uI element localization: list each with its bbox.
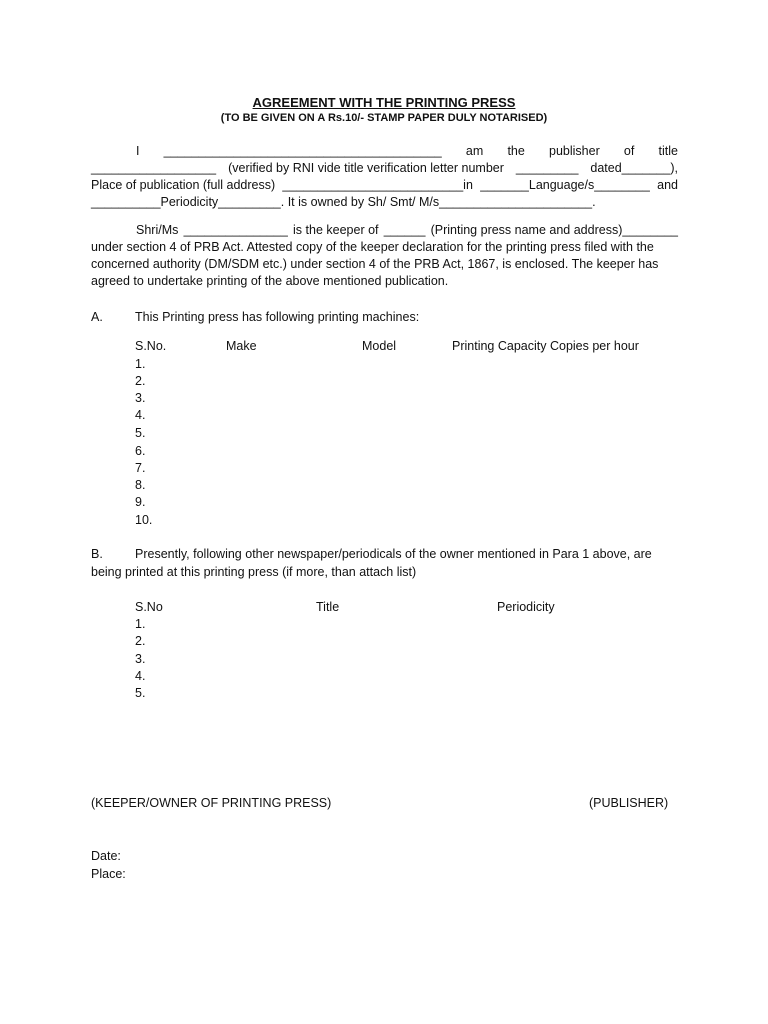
text-am: am [465, 144, 484, 158]
pronoun-i: I [136, 144, 140, 158]
keeper-signature-label: (KEEPER/OWNER OF PRINTING PRESS) [91, 796, 332, 810]
table-a-header-model: Model [362, 339, 397, 353]
letter-number-blank: _________ [515, 161, 579, 175]
name-blank: ________________________________________ [163, 144, 442, 158]
table-b-row: 2. [135, 634, 146, 648]
place-label: Place: [91, 867, 126, 881]
text-publisher: publisher [549, 144, 600, 158]
press-name-address-blank: (Printing press name and address)________ [430, 223, 678, 237]
table-a-row: 2. [135, 374, 146, 388]
table-a-row: 3. [135, 391, 146, 405]
table-a-row: 6. [135, 444, 146, 458]
table-a-row: 5. [135, 426, 146, 440]
table-b-header-sno: S.No [135, 600, 163, 614]
text-title: title [658, 144, 678, 158]
press-blank: ______ [383, 223, 426, 237]
text-the: the [507, 144, 525, 158]
para1-line1 [91, 143, 678, 160]
publisher-signature-label: (PUBLISHER) [589, 796, 669, 810]
para1-line4: __________Periodicity_________. It is owned by Sh/ Smt/ M/s______________________. [91, 195, 596, 209]
verification-text: (verified by RNI vide title verification letter number [228, 161, 504, 175]
place-of-publication-label: Place of publication (full address) [91, 178, 276, 192]
table-a-row: 4. [135, 408, 146, 422]
shri-ms-label: Shri/Ms [136, 223, 179, 237]
table-b-header-title: Title [316, 600, 340, 614]
table-a-row: 10. [135, 513, 153, 527]
table-b-row: 1. [135, 617, 146, 631]
para2-line2: under section 4 of PRB Act. Attested copy of the keeper declaration for the printing press filed with the [91, 240, 654, 254]
table-a-header-sno: S.No. [135, 339, 167, 353]
section-b-text: Presently, following other newspaper/periodicals of the owner mentioned in Para 1 above, are [135, 547, 652, 561]
table-a-row: 9. [135, 495, 146, 509]
para1-line2 [91, 160, 678, 177]
table-a-header-capacity: Printing Capacity Copies per hour [452, 339, 639, 353]
table-b-header-periodicity: Periodicity [497, 600, 555, 614]
section-a-text: This Printing press has following printing machines: [135, 310, 420, 324]
table-a-row: 7. [135, 461, 146, 475]
address-blank: __________________________in [282, 178, 473, 192]
para2-line1 [91, 222, 678, 239]
title-blank: __________________ [91, 161, 217, 175]
document-title: AGREEMENT WITH THE PRINTING PRESS [252, 95, 516, 110]
section-a-label: A. [91, 310, 103, 324]
section-b-text-2: being printed at this printing press (if more, than attach list) [91, 565, 417, 579]
para2-line3: concerned authority (DM/SDM etc.) under section 4 of the PRB Act, 1867, is enclosed. The keeper has [91, 257, 659, 271]
date-label: Date: [91, 849, 121, 863]
table-a-header-make: Make [226, 339, 257, 353]
dated-blank: dated_______), [590, 161, 678, 175]
section-b-label: B. [91, 547, 103, 561]
table-b-row: 5. [135, 686, 146, 700]
document-subtitle: (TO BE GIVEN ON A Rs.10/- STAMP PAPER DULY NOTARISED) [220, 112, 548, 124]
language-blank: _______Language/s________ [480, 178, 650, 192]
para2-line4: agreed to undertake printing of the above mentioned publication. [91, 274, 449, 288]
text-of: of [623, 144, 635, 158]
table-a-row: 1. [135, 357, 146, 371]
text-and: and [657, 178, 678, 192]
keeper-name-blank: _______________ [183, 223, 288, 237]
table-b-row: 3. [135, 652, 146, 666]
keeper-of-text: is the keeper of [293, 223, 379, 237]
para1-line3 [91, 177, 678, 194]
table-b-row: 4. [135, 669, 146, 683]
table-a-row: 8. [135, 478, 146, 492]
